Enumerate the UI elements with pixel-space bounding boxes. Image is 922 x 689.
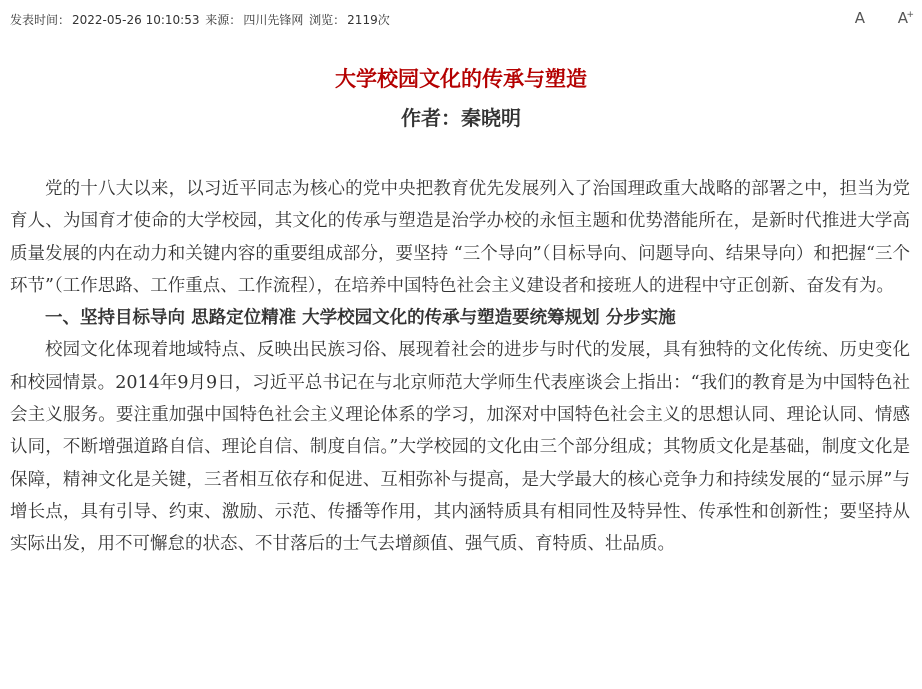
views-count: 2119次 <box>347 13 390 27</box>
publish-time: 2022-05-26 10:10:53 <box>72 13 200 27</box>
article-meta <box>10 10 910 30</box>
font-smaller-label: A <box>854 9 865 27</box>
source-label: 来源： <box>205 13 242 27</box>
article-title: 大学校园文化的传承与塑造 <box>335 67 587 91</box>
font-larger-sup: + <box>906 10 914 20</box>
font-smaller-button[interactable] <box>841 8 865 28</box>
paragraph: 党的十八大以来，以习近平同志为核心的党中央把教育优先发展列入了治国理政重大战略的部署之中，担当为党育人、为国育才使命的大学校园，其文化的传承与塑造是治学办校的永恒主题和优势潜能所在，是新时代推进大学高质量发展的内在动力和关键内容的重要组成部分，要坚持 “三个导向”（目标导向、问题导向、结果导向）和把握“三个环节”（工作思路、工作重点、工作流程），在培养中国特色社会主义建设者和接班人的进程中守正创新、奋发有为。 <box>10 179 910 296</box>
paragraph: 校园文化体现着地域特点、反映出民族习俗、展现着社会的进步与时代的发展，具有独特的文化传统、历史变化和校园情景。2014年9月9日，习近平总书记在与北京师范大学师生代表座谈会上指出：“我们的教育是为中国特色社会主义服务。要注重加强中国特色社会主义理论体系的学习，加深对中国特色社会主义的思想认同、理论认同、情感认同，不断增强道路自信、理论自信、制度自信。”大学校园的文化由三个部分组成；其物质文化是基础，制度文化是保障，精神文化是关键，三者相互依存和促进、互相弥补与提高，是大学最大的核心竞争力和持续发展的“显示屏”与增长点，具有引导、约束、激励、示范、传播等作用，其内涵特质具有相同性及特异性、传承性和创新性；要坚持从实际出发，用不可懈怠的状态、不甘落后的士气去增颜值、强气质、育特质、壮品质。 <box>10 340 910 555</box>
font-larger-label: A <box>897 9 908 27</box>
font-size-tools <box>827 8 914 28</box>
article-author: 作者：秦晓明 <box>401 106 521 130</box>
section-heading: 一、坚持目标导向 思路定位精准 大学校园文化的传承与塑造要统筹规划 分步实施 <box>45 308 676 329</box>
article-body <box>10 173 910 561</box>
publish-label: 发表时间： <box>10 13 71 27</box>
font-larger-button[interactable] <box>884 8 914 28</box>
source-value: 四川先锋网 <box>243 13 304 27</box>
views-label: 浏览： <box>309 13 346 27</box>
